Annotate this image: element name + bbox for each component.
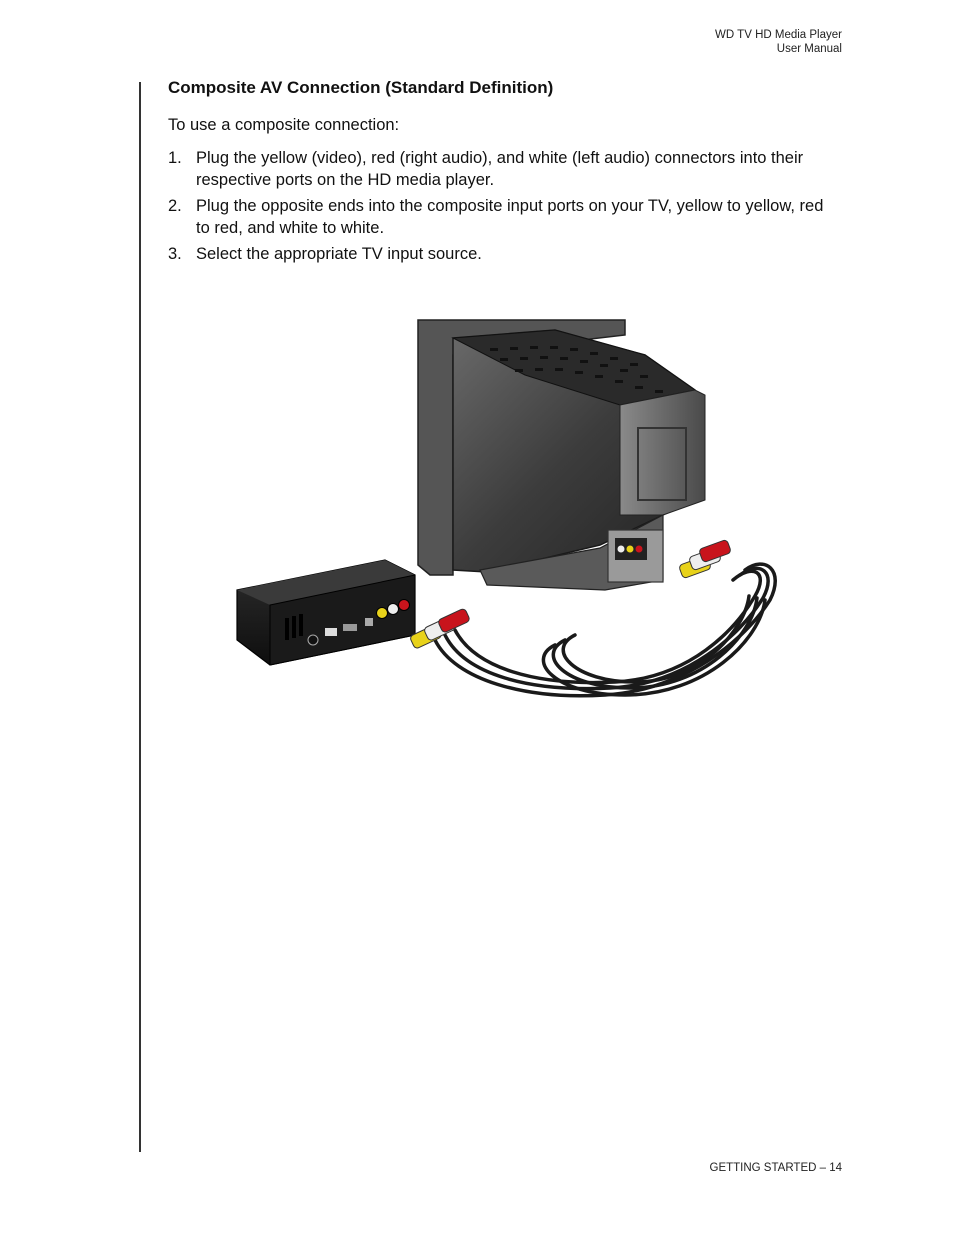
step-item xyxy=(168,147,833,191)
step-number: 3. xyxy=(168,245,182,263)
step-list xyxy=(168,147,833,265)
step-text: Select the appropriate TV input source. xyxy=(196,245,482,263)
page-footer: GETTING STARTED – 14 xyxy=(709,1162,842,1174)
tv-red-port xyxy=(636,546,643,553)
tv-icon xyxy=(418,320,705,590)
media-player-icon xyxy=(237,560,415,665)
player-yellow-port xyxy=(377,608,388,619)
player-connectors xyxy=(409,608,470,649)
step-text: Plug the yellow (video), red (right audio), and white (left audio) connectors into their respective ports on the HD media player. xyxy=(196,149,804,189)
section-title: Composite AV Connection (Standard Definition) xyxy=(168,78,554,97)
step-number: 2. xyxy=(168,197,182,215)
tv-white-port xyxy=(618,546,625,553)
step-text: Plug the opposite ends into the composite input ports on your TV, yellow to yellow, red to red, and white to white. xyxy=(196,197,824,237)
optical-port xyxy=(365,618,373,626)
step-item xyxy=(168,195,833,239)
step-number: 1. xyxy=(168,149,182,167)
player-red-port xyxy=(399,600,410,611)
page-header xyxy=(715,28,842,56)
usb-port xyxy=(325,628,337,636)
hdmi-port xyxy=(343,624,357,631)
step-item xyxy=(168,243,833,265)
main-content xyxy=(168,78,833,269)
tv-connectors xyxy=(679,539,732,578)
header-product: WD TV HD Media Player xyxy=(715,29,842,41)
composite-connection-illustration xyxy=(225,300,795,740)
illustration-svg xyxy=(225,300,795,740)
header-doc-type: User Manual xyxy=(776,43,842,55)
player-white-port xyxy=(388,604,399,615)
tv-yellow-port xyxy=(627,546,634,553)
power-port xyxy=(308,635,318,645)
margin-rule xyxy=(139,82,141,1152)
section-intro: To use a composite connection: xyxy=(168,116,400,134)
